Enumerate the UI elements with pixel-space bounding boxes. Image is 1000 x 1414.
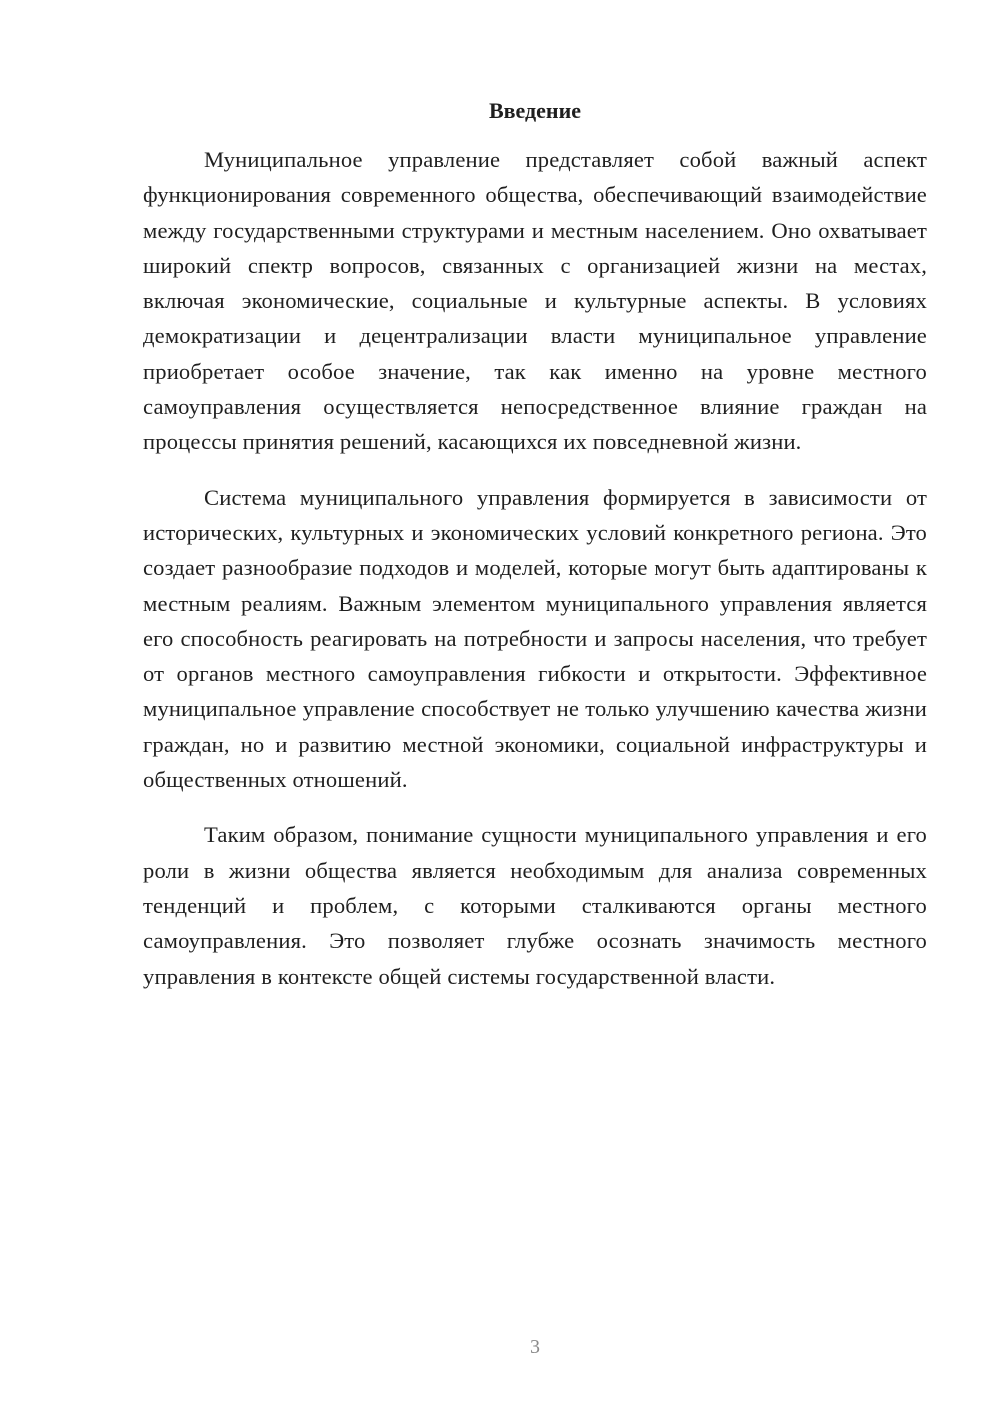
page-number: 3 — [530, 1336, 540, 1358]
body-text — [143, 142, 927, 1014]
paragraph-3: Таким образом, понимание сущности муниципального управления и его роли в жизни общества является необходимым для анализа современных тенденций и проблем, с которыми сталкиваются органы местного самоуправления. Это позволяет глубже осознать значимость местного управления в контексте общей системы государственной власти. — [143, 822, 927, 989]
paragraph-2: Система муниципального управления формируется в зависимости от исторических, культурных и экономических условий конкретного региона. Это создает разнообразие подходов и моделей, которые могут быть адаптированы к местным реалиям. Важным элементом муниципального управления является его способность реагировать на потребности и запросы населения, что требует от органов местного самоуправления гибкости и открытости. Эффективное муниципальное управление способствует не только улучшению качества жизни граждан, но и развитию местной экономики, социальной инфраструктуры и общественных отношений. — [143, 484, 927, 793]
section-heading: Введение — [488, 98, 582, 123]
paragraph-1: Муниципальное управление представляет собой важный аспект функционирования современного общества, обеспечивающий взаимодействие между государственными структурами и местным населением. Оно охватывает широкий спектр вопросов, связанных с организацией жизни на местах, включая экономические, социальные и культурные аспекты. В условиях демократизации и децентрализации власти муниципальное управление приобретает особое значение, так как именно на уровне местного самоуправления осуществляется непосредственное влияние граждан на процессы принятия решений, касающихся их повседневной жизни. — [143, 147, 927, 455]
